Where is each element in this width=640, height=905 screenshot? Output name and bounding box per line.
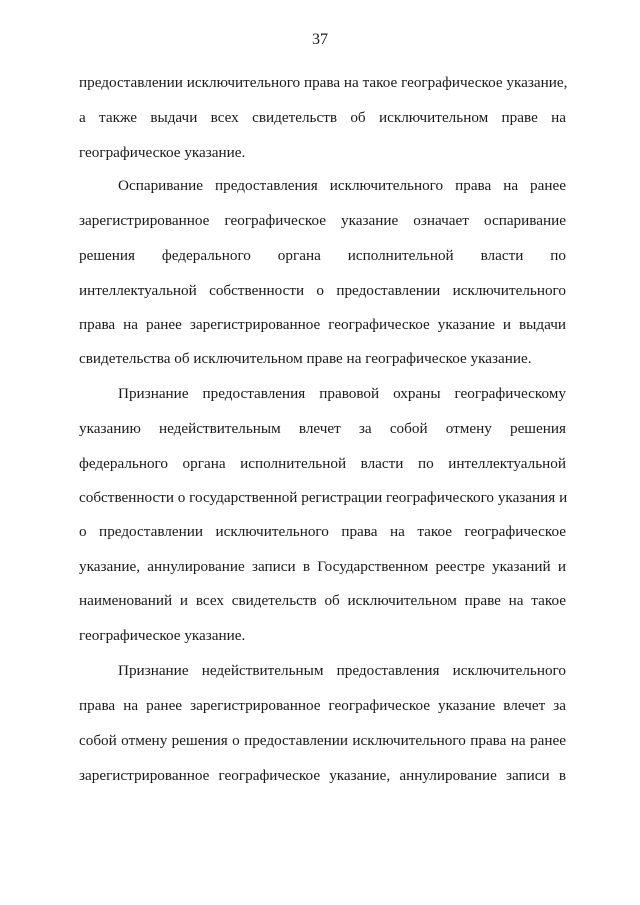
text-line: зарегистрированное географическое указание, аннулирование записи в (79, 767, 566, 784)
text-line: свидетельства об исключительном праве на географическое указание. (79, 350, 532, 367)
text-line: наименований и всех свидетельств об исключительном праве на такое (79, 592, 566, 609)
text-line: федерального органа исполнительной власти по интеллектуальной (79, 455, 566, 472)
text-line: Признание предоставления правовой охраны географическому (118, 385, 566, 402)
text-line: указанию недействительным влечет за собой отмену решения (79, 420, 566, 437)
text-line: географическое указание. (79, 144, 246, 161)
text-line: предоставлении исключительного права на такое географическое указание, (79, 74, 568, 91)
text-line: права на ранее зарегистрированное географическое указание влечет за (79, 697, 566, 714)
text-line: географическое указание. (79, 627, 246, 644)
text-line: а также выдачи всех свидетельств об исключительном праве на (79, 109, 566, 126)
text-line: указание, аннулирование записи в Государственном реестре указаний и (79, 558, 566, 575)
text-line: собственности о государственной регистрации географического указания и (79, 489, 568, 506)
text-line: права на ранее зарегистрированное географическое указание и выдачи (79, 316, 566, 333)
text-line: о предоставлении исключительного права на такое географическое (79, 523, 566, 540)
text-line: Признание недействительным предоставления исключительного (118, 662, 566, 679)
text-line: Оспаривание предоставления исключительного права на ранее (118, 177, 566, 194)
text-line: зарегистрированное географическое указание означает оспаривание (79, 212, 566, 229)
text-line: собой отмену решения о предоставлении исключительного права на ранее (79, 732, 566, 749)
text-line: интеллектуальной собственности о предоставлении исключительного (79, 282, 566, 299)
page-number: 37 (312, 31, 328, 48)
text-line: решения федерального органа исполнительной власти по (79, 247, 566, 264)
